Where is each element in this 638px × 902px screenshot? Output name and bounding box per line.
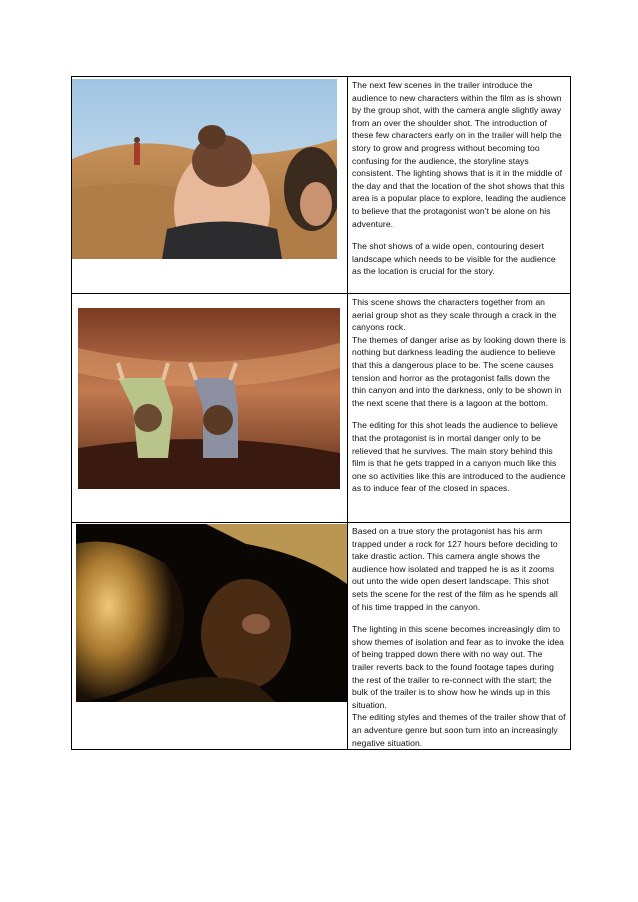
table-row — [72, 523, 571, 750]
paragraph: This scene shows the characters together from an aerial group shot as they scale through a crack in the canyons rock. — [352, 297, 557, 333]
image-cell — [72, 294, 348, 523]
paragraph: Based on a true story the protagonist has his arm trapped under a rock for 127 hours before deciding to take drastic action. This camera angle shows the audience how isolated and trapped he is as it zooms out unto the wide open desert landscape. This shot sets the scene for the rest of the film as he spends all of his time trapped in the canyon. — [352, 526, 558, 612]
paragraph: The lighting in this scene becomes increasingly dim to show themes of isolation and fear as to invoke the idea of being trapped down there with no way out. The trailer reverts back to the found footage tapes during the rest of the trailer to re-connect with the start; the bulk of the trailer is to show how he winds up in this situation. — [352, 624, 564, 710]
table-row — [72, 77, 571, 294]
paragraph: The editing styles and themes of the trailer show that of an adventure genre but soon turn into an increasingly negative situation. — [352, 712, 566, 748]
image-cell — [72, 523, 348, 750]
image-cell — [72, 77, 348, 294]
scene-image-climbers — [78, 308, 340, 489]
text-cell — [348, 294, 571, 523]
text-cell — [348, 523, 571, 750]
paragraph: The themes of danger arise as by looking down there is nothing but darkness leading the audience to believe that this a dangerous place to be. The scene causes tension and horror as the protagonist falls down the thin canyon and into the darkness, only to be shown in the next scene that there is a lagoon at the bottom. — [352, 334, 566, 408]
paragraph: The editing for this shot leads the audience to believe that the protagonist is in mortal danger only to be relieved that he survives. The main story behind this film is that he gets trapped in a canyon much like this one so activities like this are introduced to the audience as to induce fear of the closed in spaces. — [352, 420, 566, 494]
paragraph: The next few scenes in the trailer introduce the audience to new characters within the film as is shown by the group shot, with the camera angle slightly away from an over the shoulder shot. The introduction of these few characters early on in the trailer will help the story to grow and progress without becoming too confusing for the audience, the storyline stays consistent. The lighting shows that is it in the middle of the day and that the location of the shot shows that this area is a popular place to explore, leading the audience to believe that the protagonist won’t be alone on his adventure. — [352, 80, 566, 229]
text-cell — [348, 77, 571, 294]
table-row — [72, 294, 571, 523]
document-table — [71, 76, 571, 750]
paragraph: The shot shows of a wide open, contouring desert landscape which needs to be visible for the audience as the location is crucial for the story. — [352, 241, 556, 277]
scene-image-hikers — [72, 79, 337, 259]
scene-image-canyon — [76, 524, 347, 702]
